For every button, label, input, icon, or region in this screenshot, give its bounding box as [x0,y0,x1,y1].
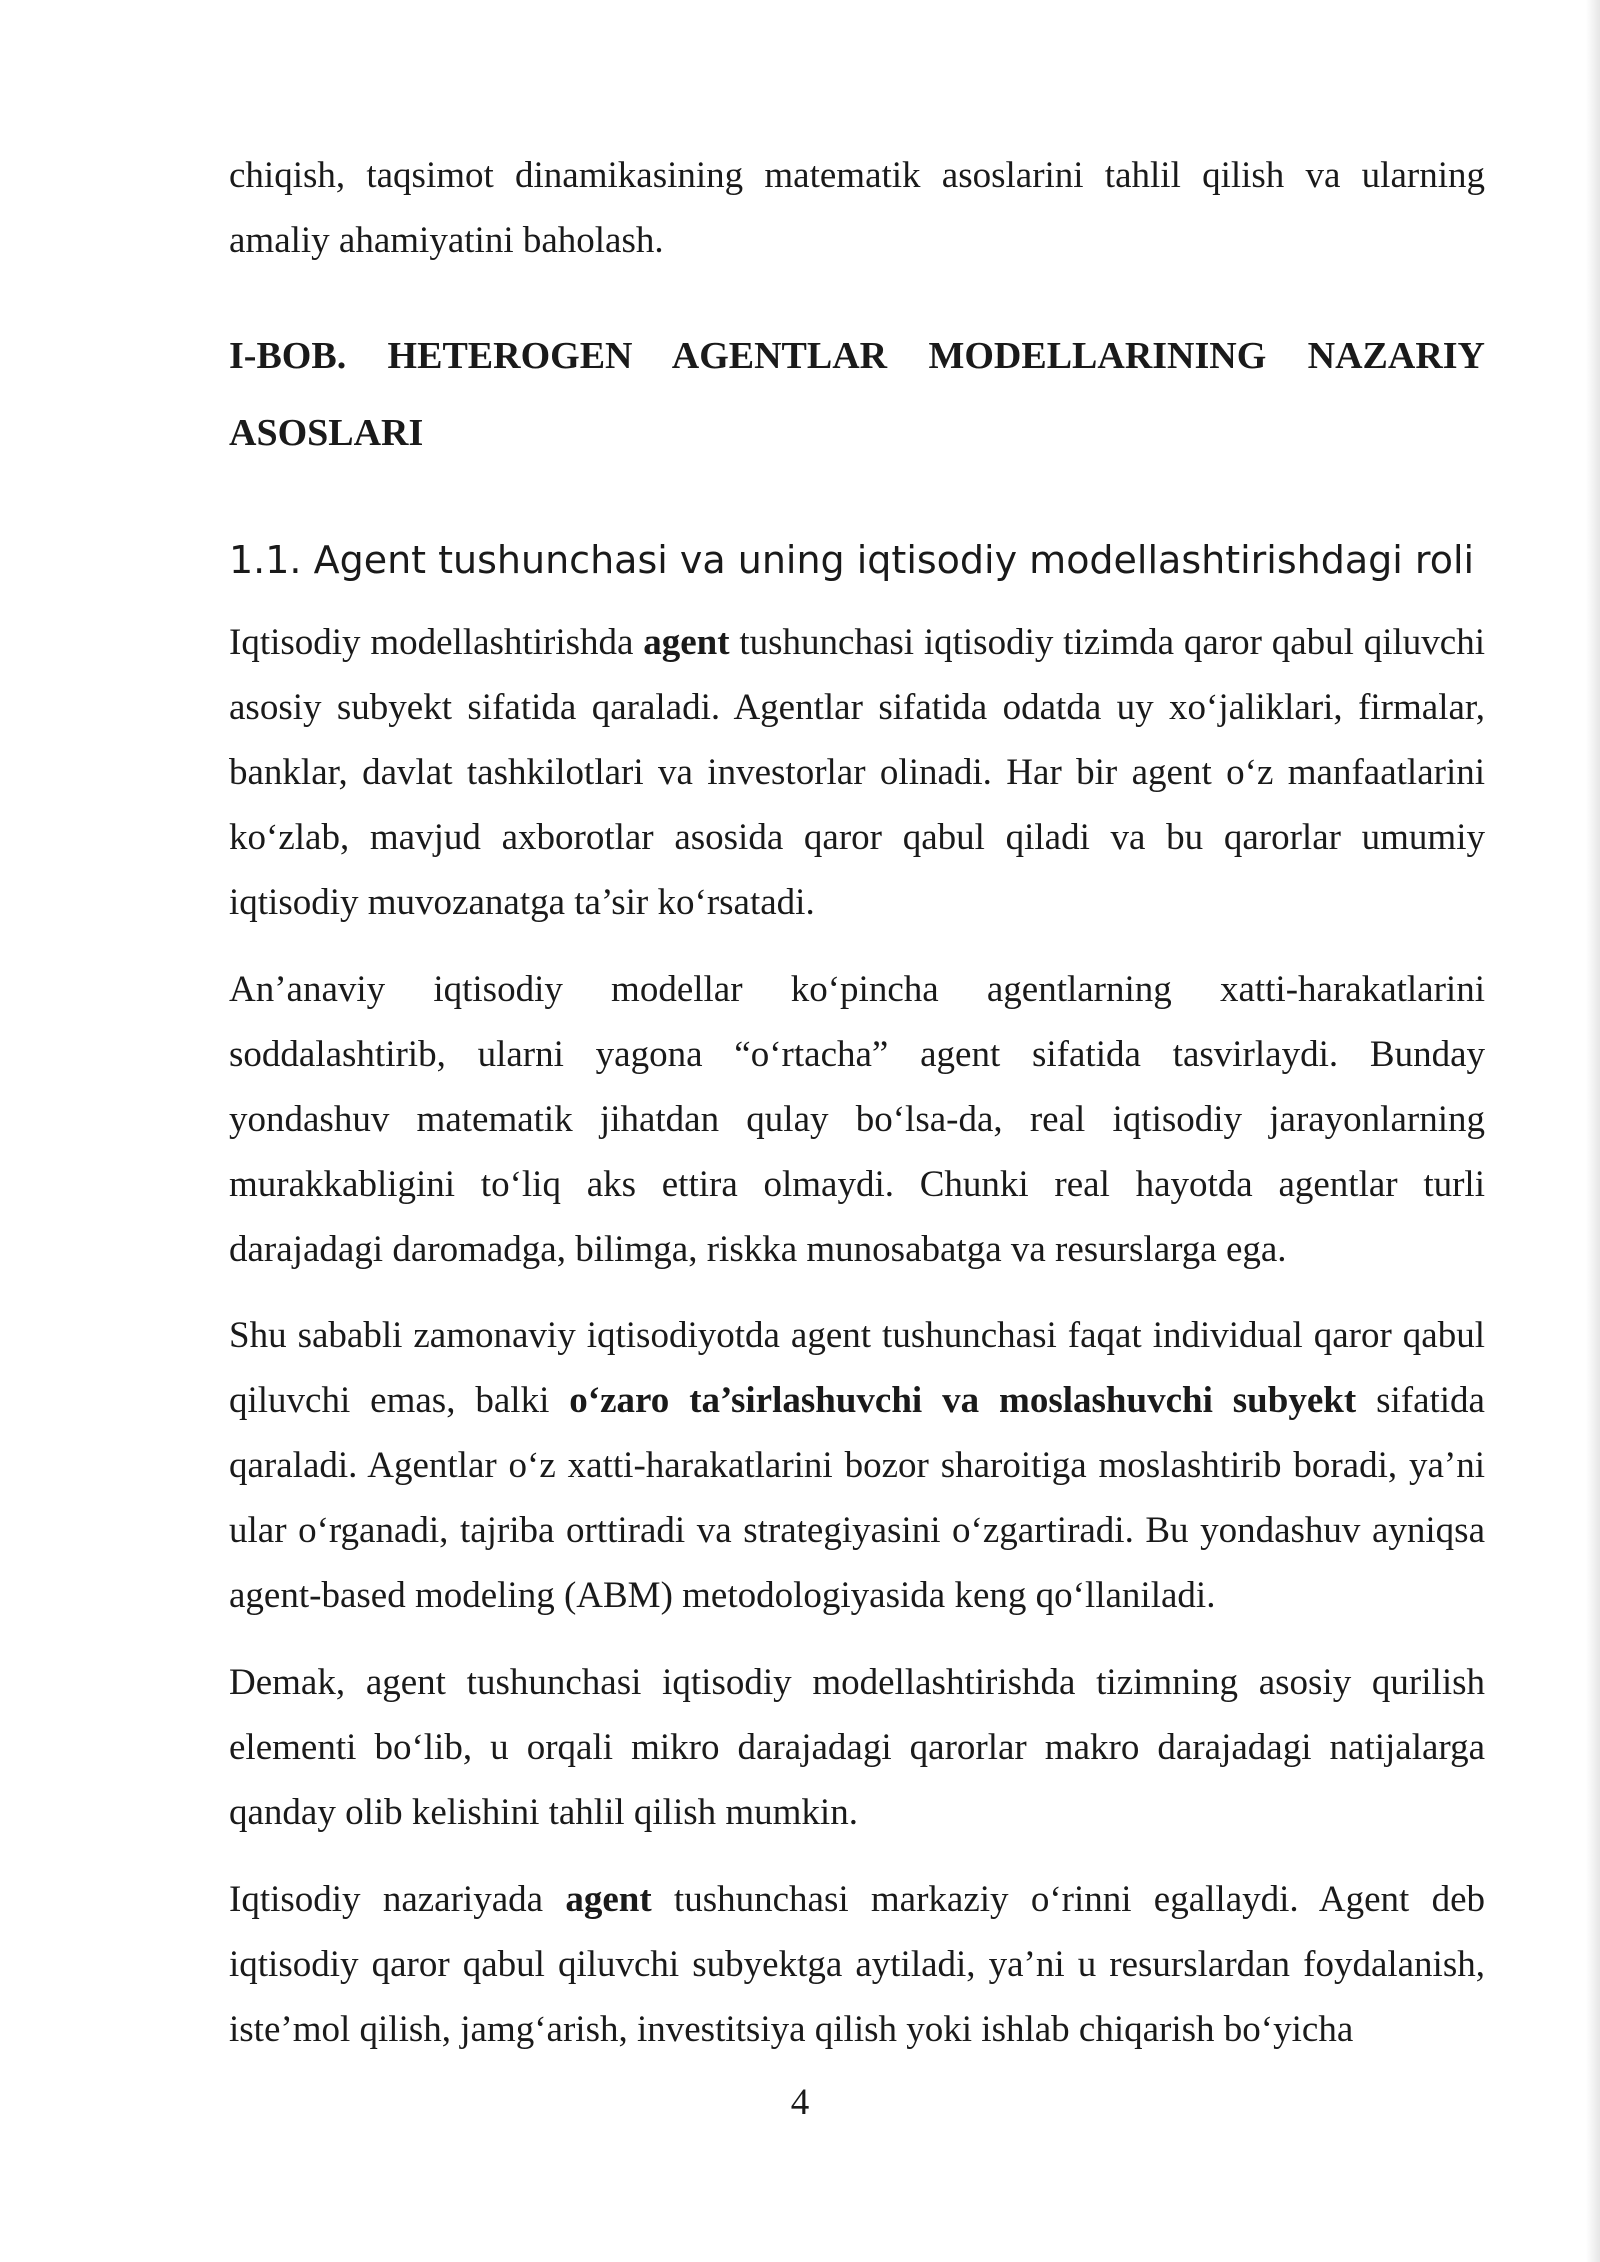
paragraph-5-text-start: Iqtisodiy nazariyada [229,1879,566,1920]
paragraph-5-bold-term: agent [565,1879,652,1920]
intro-continuation-paragraph: chiqish, taqsimot dinamikasining matematik asoslarini tahlil qilish va ularning amaliy ahamiyatini baholash. [229,155,1485,261]
paragraph-3-text-end: sifatida qaraladi. Agentlar o‘z xatti-harakatlarini bozor sharoitiga moslashtirib boradi, ya’ni ular o‘rganadi, tajriba orttiradi va strategiyasini o‘zgartiradi. Bu yondashuv ayniqsa agent-based modeling (ABM) metodologiyasida keng qo‘llaniladi. [229,1380,1485,1616]
paragraph-5 [229,1867,1485,2062]
paragraph-1-text-end: tushunchasi iqtisodiy tizimda qaror qabul qiluvchi asosiy subyekt sifatida qaraladi. Agentlar sifatida odatda uy xo‘jaliklari, firmalar, banklar, davlat tashkilotlari va investorlar olinadi. Har bir agent o‘z manfaatlarini ko‘zlab, mavjud axborotlar asosida qaror qabul qiladi va bu qarorlar umumiy iqtisodiy muvozanatga ta’sir ko‘rsatadi. [229,622,1486,923]
paragraph-4: Demak, agent tushunchasi iqtisodiy modellashtirishda tizimning asosiy qurilish elementi bo‘lib, u orqali mikro darajadagi qarorlar makro darajadagi natijalarga qanday olib kelishini tahlil qilish mumkin. [229,1662,1485,1833]
paragraph-1-bold-term: agent [643,622,730,663]
section-heading: 1.1. Agent tushunchasi va uning iqtisodiy modellashtirishdagi roli [229,538,1475,582]
chapter-title: I-BOB. HETEROGEN AGENTLAR MODELLARINING NAZARIY ASOSLARI [229,335,1485,454]
paragraph-3 [229,1303,1485,1628]
paragraph-3-text-start: Shu sababli zamonaviy iqtisodiyotda agent tushunchasi faqat individual qaror qabul qiluvchi emas, balki [229,1315,1485,1421]
paragraph-1-text-start: Iqtisodiy modellashtirishda [229,622,644,663]
paragraph-1 [229,610,1485,935]
page-edge-shadow [1586,0,1600,2262]
page-number: 4 [790,2082,810,2123]
paragraph-3-bold-phrase: o‘zaro ta’sirlashuvchi va moslashuvchi subyekt [569,1380,1357,1421]
paragraph-5-text-end: tushunchasi markaziy o‘rinni egallaydi. Agent deb iqtisodiy qaror qabul qiluvchi subyektga aytiladi, ya’ni u resurslardan foydalanish, iste’mol qilish, jamg‘arish, investitsiya qilish yoki ishlab chiqarish bo‘yicha [229,1879,1485,2050]
paragraph-2: An’anaviy iqtisodiy modellar ko‘pincha agentlarning xatti-harakatlarini soddalashtirib, ularni yagona “o‘rtacha” agent sifatida tasvirlaydi. Bunday yondashuv matematik jihatdan qulay bo‘lsa-da, real iqtisodiy jarayonlarning murakkabligini to‘liq aks ettira olmaydi. Chunki real hayotda agentlar turli darajadagi daromadga, bilimga, riskka munosabatga va resurslarga ega. [229,969,1485,1270]
